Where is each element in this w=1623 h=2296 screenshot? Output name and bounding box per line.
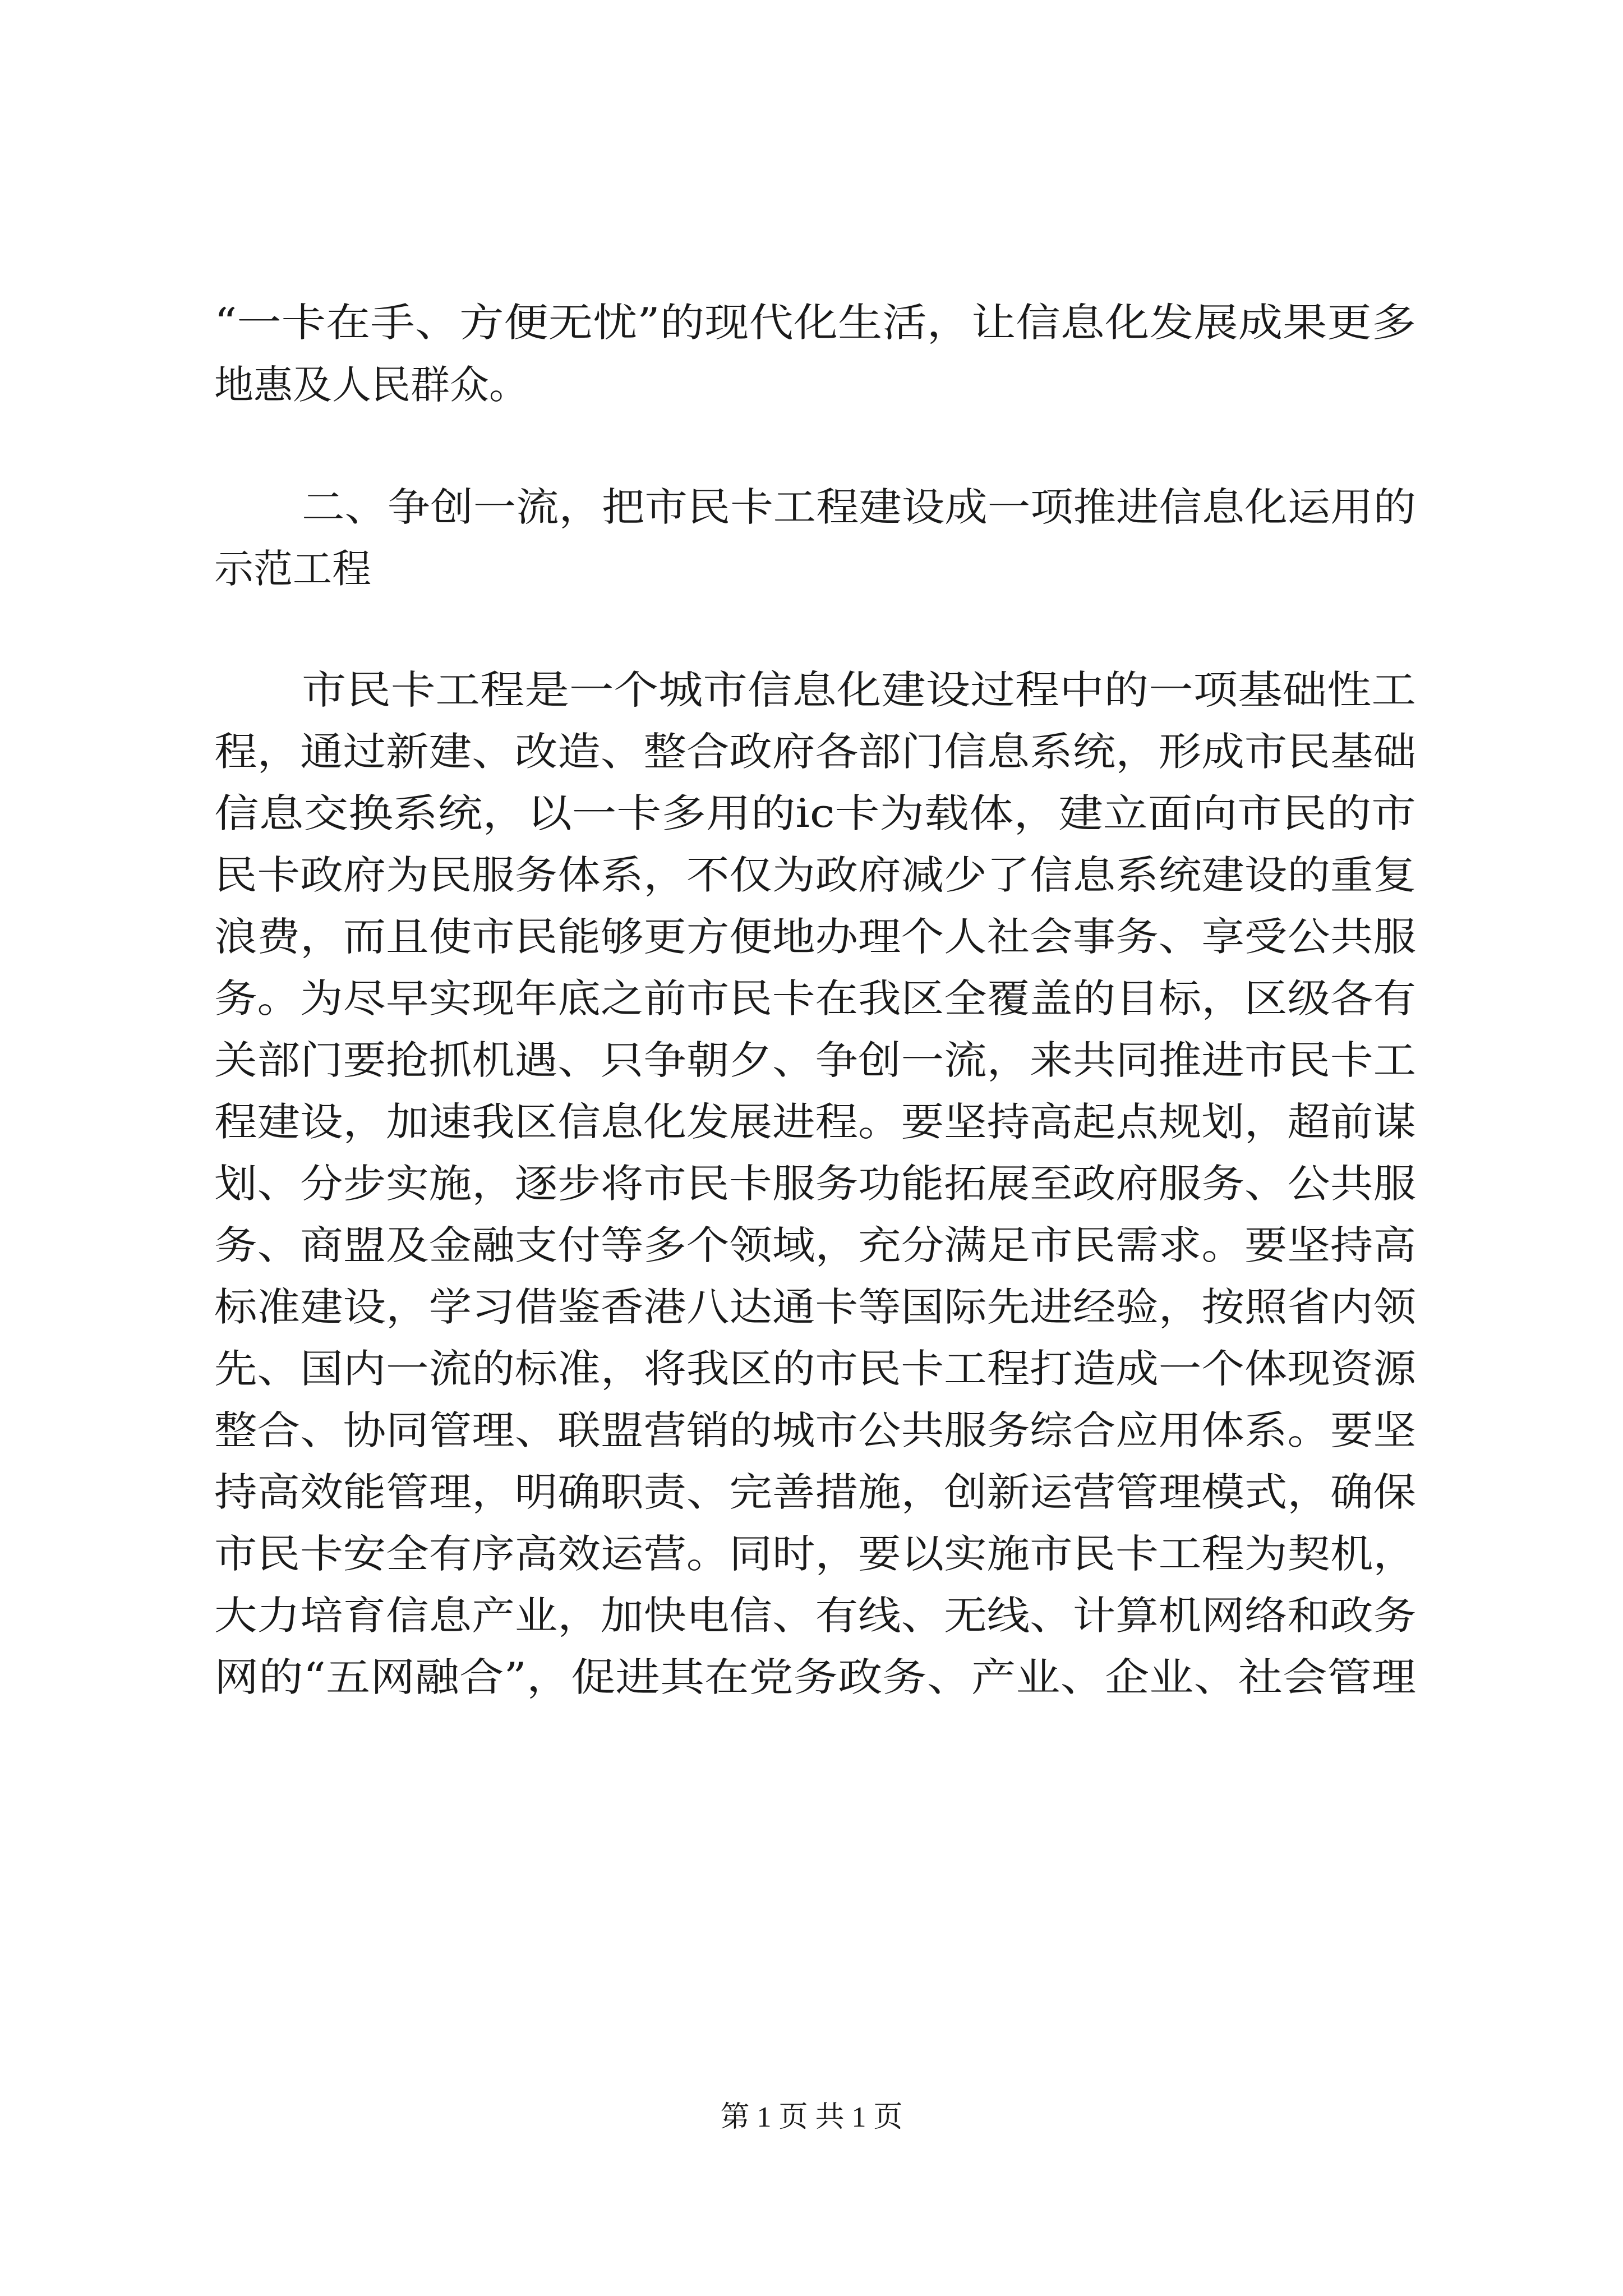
text-line — [0, 1526, 1623, 1582]
line-text: 市民卡安全有序高效运营。同时，要以实施市民卡工程为契机， — [214, 1531, 1416, 1577]
text-line — [0, 847, 1623, 903]
text-line — [0, 295, 1623, 351]
line-text: 关部门要抢抓机遇、只争朝夕、争创一流，来共同推进市民卡工 — [214, 1037, 1416, 1083]
line-text: 地惠及人民群众。 — [214, 362, 528, 408]
line-text: 程，通过新建、改造、整合政府各部门信息系统，形成市民基础 — [214, 729, 1416, 775]
text-line — [0, 970, 1623, 1027]
text-line — [0, 1402, 1623, 1458]
text-line — [0, 1588, 1623, 1644]
text-line — [0, 1464, 1623, 1520]
line-text: 大力培育信息产业，加快电信、有线、无线、计算机网络和政务 — [214, 1593, 1416, 1639]
text-line — [0, 662, 1623, 718]
text-line — [0, 1279, 1623, 1335]
section-heading-text: 示范工程 — [214, 546, 371, 592]
line-text: 程建设，加速我区信息化发展进程。要坚持高起点规划，超前谋 — [214, 1099, 1416, 1145]
line-text: 持高效能管理，明确职责、完善措施，创新运营管理模式，确保 — [214, 1469, 1416, 1515]
section-heading-text: 二、争创一流，把市民卡工程建设成一项推进信息化运用的 — [302, 484, 1416, 530]
line-text: 务。为尽早实现年底之前市民卡在我区全覆盖的目标，区级各有 — [214, 976, 1416, 1022]
section-heading-line — [0, 541, 1623, 597]
text-line — [0, 1649, 1623, 1705]
line-text: 划、分步实施，逐步将市民卡服务功能拓展至政府服务、公共服 — [214, 1161, 1416, 1207]
text-line — [0, 724, 1623, 780]
line-text: 民卡政府为民服务体系，不仅为政府减少了信息系统建设的重复 — [214, 852, 1416, 898]
page-number-text: 第 1 页 共 1 页 — [720, 2101, 903, 2133]
text-line — [0, 785, 1623, 841]
line-text: “一卡在手、方便无忧”的现代化生活，让信息化发展成果更多 — [214, 300, 1416, 346]
text-line — [0, 357, 1623, 413]
line-text: 整合、协同管理、联盟营销的城市公共服务综合应用体系。要坚 — [214, 1407, 1416, 1453]
text-line — [0, 1094, 1623, 1150]
line-text: 信息交换系统，以一卡多用的ic卡为载体，建立面向市民的市 — [214, 790, 1416, 836]
text-line — [0, 1217, 1623, 1273]
line-text: 网的“五网融合”，促进其在党务政务、产业、企业、社会管理 — [214, 1654, 1416, 1700]
line-text: 市民卡工程是一个城市信息化建设过程中的一项基础性工 — [302, 667, 1416, 713]
text-line — [0, 1156, 1623, 1212]
text-line — [0, 909, 1623, 965]
line-text: 浪费，而且使市民能够更方便地办理个人社会事务、享受公共服 — [214, 914, 1416, 960]
text-line — [0, 1032, 1623, 1088]
page-footer — [0, 2095, 1623, 2140]
line-text: 标准建设，学习借鉴香港八达通卡等国际先进经验，按照省内领 — [214, 1284, 1416, 1330]
line-text: 务、商盟及金融支付等多个领域，充分满足市民需求。要坚持高 — [214, 1222, 1416, 1268]
section-heading-line — [0, 479, 1623, 535]
text-line — [0, 1341, 1623, 1397]
line-text: 先、国内一流的标准，将我区的市民卡工程打造成一个体现资源 — [214, 1346, 1416, 1392]
